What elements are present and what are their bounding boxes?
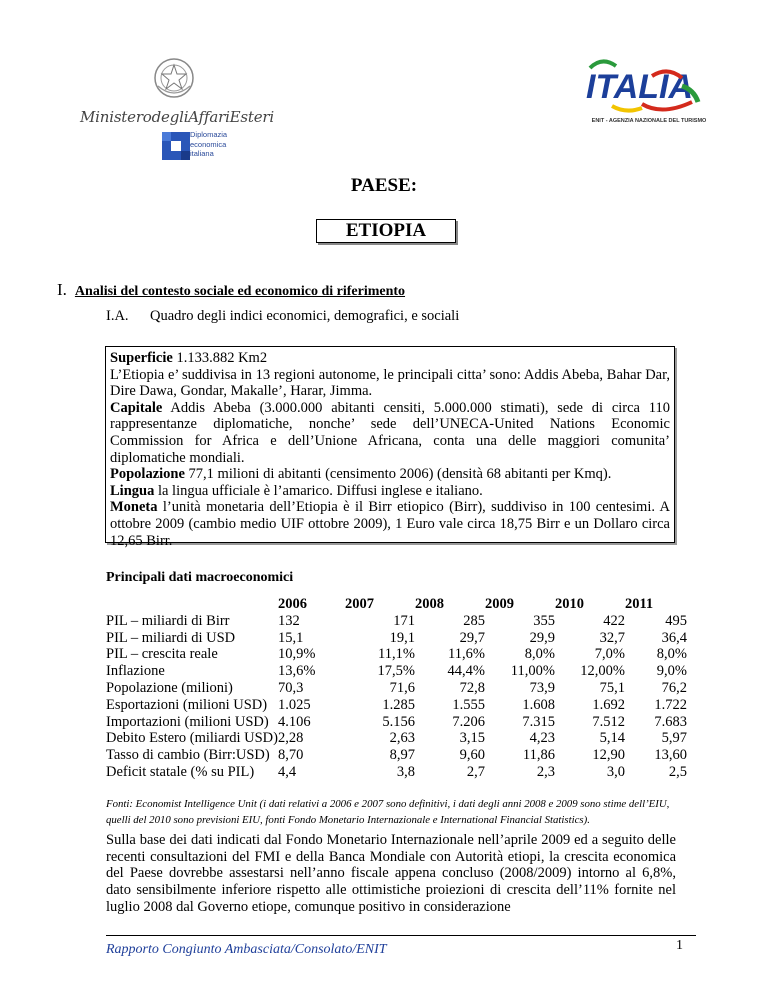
moneta-line	[110, 499, 670, 549]
table-cell: 7.315	[522, 713, 555, 730]
table-cell: 1.608	[522, 696, 555, 713]
table-cell: 29,7	[459, 629, 485, 646]
table-cell: 1.692	[592, 696, 625, 713]
table-cell: 285	[463, 612, 485, 629]
table-cell: 8,0%	[524, 646, 555, 663]
table-cell: 32,7	[599, 629, 625, 646]
svg-text:ITALIA: ITALIA	[586, 68, 694, 106]
diplomacy-label	[190, 130, 227, 159]
table-cell: 5.156	[382, 713, 415, 730]
table-row	[106, 730, 687, 747]
subsection-heading	[106, 308, 459, 325]
table-cell: 7.512	[592, 713, 625, 730]
section-title: Analisi del contesto sociale ed economico di riferimento	[74, 284, 406, 299]
table-cell: 355	[533, 612, 555, 629]
table-cell: 11,00%	[510, 663, 555, 680]
table-row	[106, 697, 687, 714]
diplomacy-line-2: economica	[190, 139, 227, 149]
table-cell: 5,97	[661, 730, 687, 747]
year-header: 2007	[344, 596, 374, 612]
table-row	[106, 646, 687, 663]
row-label: Importazioni (milioni USD)	[106, 713, 269, 730]
diplomacy-logo-icon	[162, 132, 190, 160]
table-cell: 36,4	[661, 629, 687, 646]
source-note: Fonti: Economist Intelligence Unit (i dati relativi a 2006 e 2007 sono definitivi, i dati degli anni 2008 e 2009 sono stime dell’EIU, quelli del 2010 sono previsioni EIU, fonti Fondo Monetario Internazionale e International Financial Statistics).	[106, 798, 670, 826]
table-cell: 1.285	[382, 696, 415, 713]
table-cell: 8,70	[277, 747, 304, 764]
superficie-label: Superficie	[110, 350, 173, 366]
table-row	[106, 764, 687, 781]
row-label: Popolazione (milioni)	[106, 679, 233, 696]
table-cell: 4,4	[277, 763, 297, 780]
country-title: ETIOPIA	[316, 219, 456, 243]
table-cell: 132	[277, 612, 300, 629]
lingua-line	[110, 483, 670, 500]
table-cell: 71,6	[389, 679, 415, 696]
italia-enit-logo	[582, 56, 712, 136]
table-row	[106, 613, 687, 630]
table-cell: 7,0%	[594, 646, 625, 663]
year-header: 2011	[624, 596, 654, 612]
table-cell: 1.025	[277, 696, 311, 713]
table-cell: 19,1	[389, 629, 415, 646]
table-cell: 44,4%	[447, 663, 485, 680]
table-cell: 17,5%	[377, 663, 415, 680]
table-cell: 7.683	[654, 713, 687, 730]
table-header-row	[106, 596, 687, 613]
table-cell: 11,1%	[378, 646, 415, 663]
table-cell: 8,97	[389, 747, 415, 764]
page-label: PAESE:	[350, 175, 418, 196]
table-cell: 73,9	[529, 679, 555, 696]
moneta-value: l’unità monetaria dell’Etiopia è il Birr etiopico (Birr), suddiviso in 100 centesimi. A ottobre 2009 (cambio medio UIF ottobre 2009), 1 Euro vale circa 18,75 Birr e un Dollaro circa 12,65 Birr.	[110, 499, 670, 549]
moneta-label: Moneta	[110, 499, 158, 516]
table-cell: 2,5	[668, 763, 687, 780]
section-number: I.	[57, 280, 67, 299]
macro-data-table	[106, 596, 687, 781]
table-row	[106, 680, 687, 697]
row-label: Tasso di cambio (Birr:USD)	[106, 747, 270, 764]
table-cell: 12,00%	[580, 663, 625, 680]
table-cell: 11,6%	[448, 646, 485, 663]
table-cell: 4,23	[529, 730, 555, 747]
table-cell: 5,14	[599, 730, 625, 747]
row-label: Debito Estero (miliardi USD)	[106, 730, 278, 747]
table-cell: 11,86	[522, 747, 555, 764]
table-cell: 3,0	[606, 763, 625, 780]
lingua-value: la lingua ufficiale è l’amarico. Diffusi inglese e italiano.	[154, 482, 483, 499]
table-header-empty	[106, 596, 278, 613]
table-cell: 2,7	[466, 763, 485, 780]
diplomacy-line-3: italiana	[190, 149, 214, 158]
table-cell: 3,8	[396, 763, 415, 780]
lingua-label: Lingua	[110, 482, 155, 499]
ministry-logo	[80, 56, 274, 176]
page-number: 1	[676, 938, 683, 953]
row-label: PIL – crescita reale	[106, 646, 218, 663]
table-cell: 4.106	[277, 713, 311, 730]
table-cell: 2,63	[389, 730, 415, 747]
table-cell: 15,1	[277, 629, 304, 646]
enit-caption: ENIT - AGENZIA NAZIONALE DEL TURISMO	[591, 118, 707, 124]
table-cell: 2,28	[277, 730, 304, 747]
row-label: Deficit statale (% su PIL)	[106, 763, 255, 780]
regions-text: L’Etiopia e’ suddivisa in 13 regioni autonome, le principali citta’ sono: Addis Abeba, Bahar Dar, Dire Dawa, Gondar, Makalle’, Harar, Jimma.	[110, 366, 670, 400]
table-cell: 9,60	[459, 747, 485, 764]
table-cell: 76,2	[661, 679, 687, 696]
table-row	[106, 663, 687, 680]
table-cell: 1.555	[452, 696, 485, 713]
table-cell: 72,8	[459, 679, 485, 696]
table-cell: 75,1	[599, 679, 625, 696]
superficie-line	[110, 350, 670, 367]
table-cell: 7.206	[452, 713, 485, 730]
italia-logo-icon	[582, 56, 712, 116]
superficie-value: 1.133.882 Km2	[172, 350, 268, 366]
table-cell: 3,15	[459, 730, 485, 747]
table-cell: 29,9	[529, 629, 555, 646]
table-cell: 12,90	[592, 747, 625, 764]
table-row	[106, 630, 687, 647]
table-row	[106, 714, 687, 731]
row-label: PIL – miliardi di USD	[106, 629, 236, 646]
table-cell: 9,0%	[656, 663, 687, 680]
table-cell: 70,3	[277, 679, 304, 696]
table-cell: 422	[603, 612, 625, 629]
row-label: Inflazione	[106, 663, 165, 680]
ministry-name: MinisterodegliAffariEsteri	[80, 108, 274, 126]
year-header: 2010	[554, 596, 584, 612]
table-cell: 10,9%	[277, 646, 316, 663]
year-header: 2008	[414, 596, 444, 612]
diplomacy-line-1: Diplomazia	[190, 130, 228, 139]
row-label: Esportazioni (milioni USD)	[106, 696, 268, 713]
year-header: 2006	[277, 596, 307, 612]
table-row	[106, 747, 687, 764]
popolazione-label: Popolazione	[110, 466, 185, 483]
subsection-number: I.A.	[106, 308, 129, 324]
table-cell: 495	[665, 612, 687, 629]
subsection-title: Quadro degli indici economici, demografici, e sociali	[150, 308, 460, 324]
popolazione-value: 77,1 milioni di abitanti (censimento 2006) (densità 68 abitanti per Kmq).	[184, 466, 612, 483]
macro-table-title: Principali dati macroeconomici	[106, 570, 294, 585]
table-cell: 2,3	[536, 763, 555, 780]
italian-emblem-icon	[152, 56, 196, 100]
footer-label: Rapporto Congiunto Ambasciata/Consolato/ENIT	[106, 942, 387, 957]
table-cell: 171	[393, 612, 415, 629]
country-info-box	[105, 346, 675, 549]
table-cell: 1.722	[654, 696, 687, 713]
footer-divider	[106, 935, 696, 936]
capitale-value: Addis Abeba (3.000.000 abitanti censiti, 5.000.000 stimati), sede di circa 110 rappresentanze diplomatiche, nonche’ sede dell’UNECA-United Nations Economic Commission for Africa e dell’Unione Africana, conta una delle maggiori comunita’ diplomatiche mondiali.	[110, 399, 670, 466]
year-header: 2009	[484, 596, 514, 612]
table-cell: 13,60	[654, 747, 687, 764]
body-paragraph: Sulla base dei dati indicati dal Fondo Monetario Internazionale nell’aprile 2009 ed a seguito delle recenti consultazioni del FMI e della Banca Mondiale con Autorità etiopi, la crescita economica del Paese dovrebbe assestarsi nell’anno fiscale appena concluso (2008/2009) intorno al 6,8%, dato sensibilmente inferiore rispetto alle ottimistiche proiezioni di crescita dell’11% fornite nel luglio 2008 dal Governo etiope, comunque positivo in considerazione	[106, 832, 676, 915]
capitale-label: Capitale	[110, 399, 163, 416]
row-label: PIL – miliardi di Birr	[106, 612, 230, 629]
table-cell: 13,6%	[277, 663, 316, 680]
capitale-line	[110, 400, 670, 466]
popolazione-line	[110, 466, 670, 483]
table-cell: 8,0%	[656, 646, 687, 663]
section-heading	[57, 280, 405, 300]
